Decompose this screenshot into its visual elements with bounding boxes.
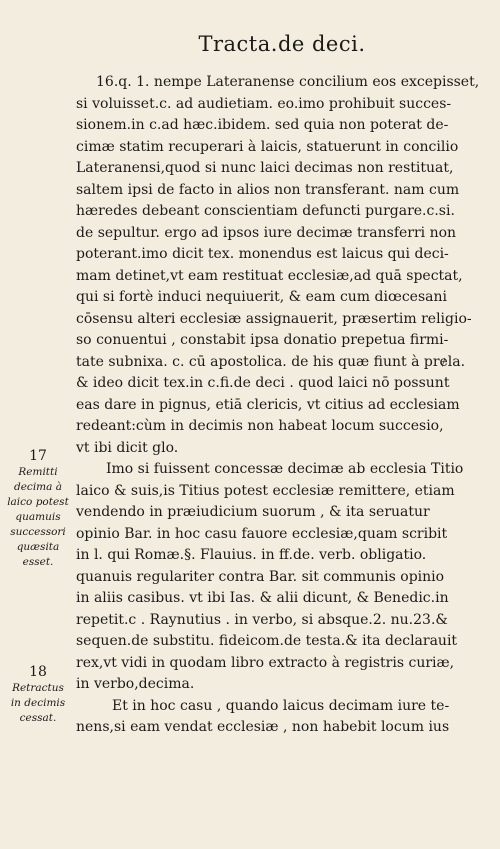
text-line: cōsensu alteri ecclesiæ assignauerit, præsertim religio-: [76, 310, 472, 327]
text-line: in aliis casibus. vt ibi Ias. & alii dicunt, & Benedic.in: [76, 590, 449, 606]
text-line: vendendo in præiudicium suorum , & ita seruatur: [76, 504, 430, 520]
text-line: Lateranensi,quod si nunc laici decimas non restituat,: [76, 160, 454, 176]
text-line: sionem.in c.ad hæc.ibidem. sed quia non poterat de-: [76, 117, 449, 133]
text-line: si voluisset.c. ad audietiam. eo.imo prohibuit succes-: [76, 95, 452, 112]
text-line: nens,si eam vendat ecclesiæ , non habebit locum ius: [76, 719, 450, 735]
text-line: mam detinet,vt eam restituat ecclesiæ,ad quā spectat,: [76, 267, 463, 284]
margin-note-line: Retractus: [12, 682, 64, 694]
margin-note-line: cessat.: [19, 712, 57, 724]
text-line: saltem ipsi de facto in alios non transferant. nam cum: [76, 181, 460, 198]
section-number: 18: [29, 664, 47, 680]
text-line: in l. qui Romæ.§. Flauius. in ff.de. verb. obligatio.: [76, 547, 427, 563]
text-line: cimæ statim recuperari à laicis, statuerunt in concilio: [76, 138, 459, 155]
text-line: sequen.de substitu. fideicom.de testa.& ita declarauit: [76, 633, 458, 649]
text-line: so conuentui , constabit ipsa donatio prepetua firmi-: [76, 332, 449, 348]
text-line: laico & suis,is Titius potest ecclesiæ remittere, etiam: [76, 482, 455, 499]
running-header: [0, 32, 500, 56]
text-line: in verbo,decima.: [76, 676, 195, 692]
margin-note-line: successori: [10, 526, 66, 538]
text-line: de sepultur. ergo ad ipsos iure decimæ transferri non: [76, 224, 457, 241]
margin-note-line: quæsita: [16, 541, 60, 553]
text-line: qui si fortè induci nequiuerit, & eam cum diœcesani: [76, 289, 447, 305]
text-line: redeant:cùm in decimis non habeat locum succesio,: [76, 418, 444, 434]
text-line: 16.q. 1. nempe Lateranense concilium eos excepisset,: [96, 74, 480, 90]
margin-note-17: [6, 447, 70, 570]
margin-note-line: quamuis: [15, 511, 61, 523]
text-line: opinio Bar. in hoc casu fauore ecclesiæ,quam scribit: [76, 525, 448, 542]
margin-note-18: [6, 663, 70, 726]
margin-note-line: esset.: [22, 556, 54, 568]
margin-note-line: decima à: [14, 481, 62, 493]
text-line: & ideo dicit tex.in c.fi.de deci . quod laici nō possunt: [76, 375, 450, 391]
text-line: repetit.c . Raynutius . in verbo, si absque.2. nu.23.&: [76, 611, 448, 628]
text-line: vt ibi dicit glo.: [76, 439, 179, 456]
text-line: Imo si fuissent concessæ decimæ ab ecclesia Titio: [106, 461, 464, 477]
text-line: Et in hoc casu , quando laicus decimam iure te-: [112, 697, 450, 714]
margin-note-line: in decimis: [10, 697, 66, 709]
margin-note-line: laico potest: [7, 496, 69, 508]
section-number: 17: [29, 448, 47, 464]
text-line: hæredes debeant conscientiam defuncti purgare.c.si.: [76, 203, 455, 219]
page-title: Tracta.de deci.: [198, 32, 366, 56]
text-line: quanuis regulariter contra Bar. sit communis opinio: [76, 568, 445, 585]
main-text-block: [76, 72, 480, 739]
margin-note-line: Remitti: [18, 466, 58, 478]
text-line: poterant.imo dicit tex. monendus est laicus qui deci-: [76, 246, 449, 262]
text-line: eas dare in pignus, etiā clericis, vt citius ad ecclesiam: [76, 396, 460, 413]
text-line: tate subnixa. c. cū apostolica. de his quæ fiunt à prɇla.: [76, 353, 466, 370]
text-line: rex,vt vidi in quodam libro extracto à registris curiæ,: [76, 654, 455, 671]
